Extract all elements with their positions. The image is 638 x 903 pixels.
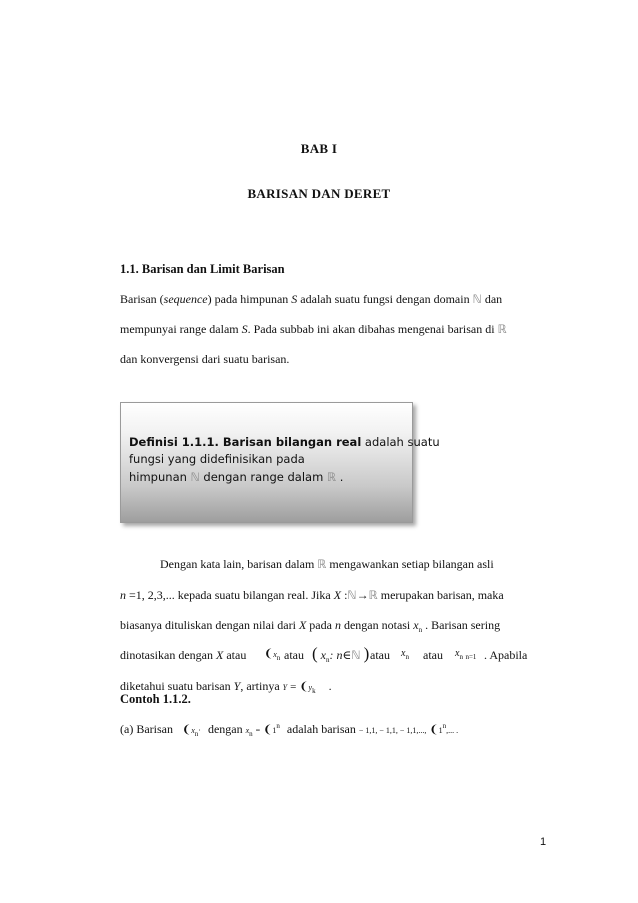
body-line-4-start: dinotasikan dengan X atau — [120, 648, 247, 662]
sequence-set-notation: ( $x_n$: n∈ℕ ) — [312, 644, 370, 664]
section-heading: 1.1. Barisan dan Limit Barisan — [120, 262, 285, 276]
definition-line-2: fungsi yang didefinisikan pada — [129, 452, 305, 466]
intro-line-1: Barisan (sequence) pada himpunan S adalah suatu fungsi dengan domain ℕ dan — [120, 292, 503, 306]
body-line-4-atau-3: atau — [423, 648, 443, 662]
sequence-notation-2: $x_n$ — [401, 648, 409, 661]
intro-line-3: dan konvergensi dari suatu barisan. — [120, 352, 290, 366]
definition-box — [120, 402, 440, 523]
sequence-notation-3: $x_n$ $_{n=1}$ — [455, 648, 477, 661]
chapter-title: BARISAN DAN DERET — [247, 186, 391, 201]
example-a-line: (a) Barisan $❨x_n\cdot$ dengan $x_n$ = ❨1$^n$ adalah barisan − 1,1, − 1,1, − 1,1,..., ❨1$^n$,... . — [120, 722, 459, 738]
naturals-symbol: ℕ — [472, 292, 482, 306]
example-heading: Contoh 1.1.2. — [120, 692, 191, 706]
body-line-4-end: . Apabila — [484, 648, 528, 662]
reals-symbol: ℝ — [497, 322, 507, 336]
intro-line-2: mempunyai range dalam S. Pada subbab ini akan dibahas mengenai barisan di ℝ — [120, 322, 507, 336]
definition-line-3: himpunan ℕ dengan range dalam ℝ . — [129, 470, 344, 484]
sequence-notation-1: $❨x_n$ — [264, 647, 281, 662]
body-line-5: diketahui suatu barisan Y, artinya $Y = ❨y_k$ . — [120, 679, 332, 695]
body-line-4-atau-2: atau — [370, 648, 390, 662]
body-line-1: Dengan kata lain, barisan dalam ℝ mengawankan setiap bilangan asli — [160, 557, 494, 571]
body-line-4-atau-1: atau — [284, 648, 304, 662]
page-number: 1 — [540, 836, 547, 848]
definition-line-1: Definisi 1.1.1. Barisan bilangan real adalah suatu — [129, 435, 440, 449]
body-line-3: biasanya dituliskan dengan nilai dari X pada n dengan notasi $x_n$ . Barisan sering — [120, 618, 501, 634]
chapter-label: BAB I — [300, 141, 338, 156]
body-line-2: n =1, 2,3,... kepada suatu bilangan real. Jika X :ℕ→ℝ merupakan barisan, maka — [120, 588, 504, 602]
